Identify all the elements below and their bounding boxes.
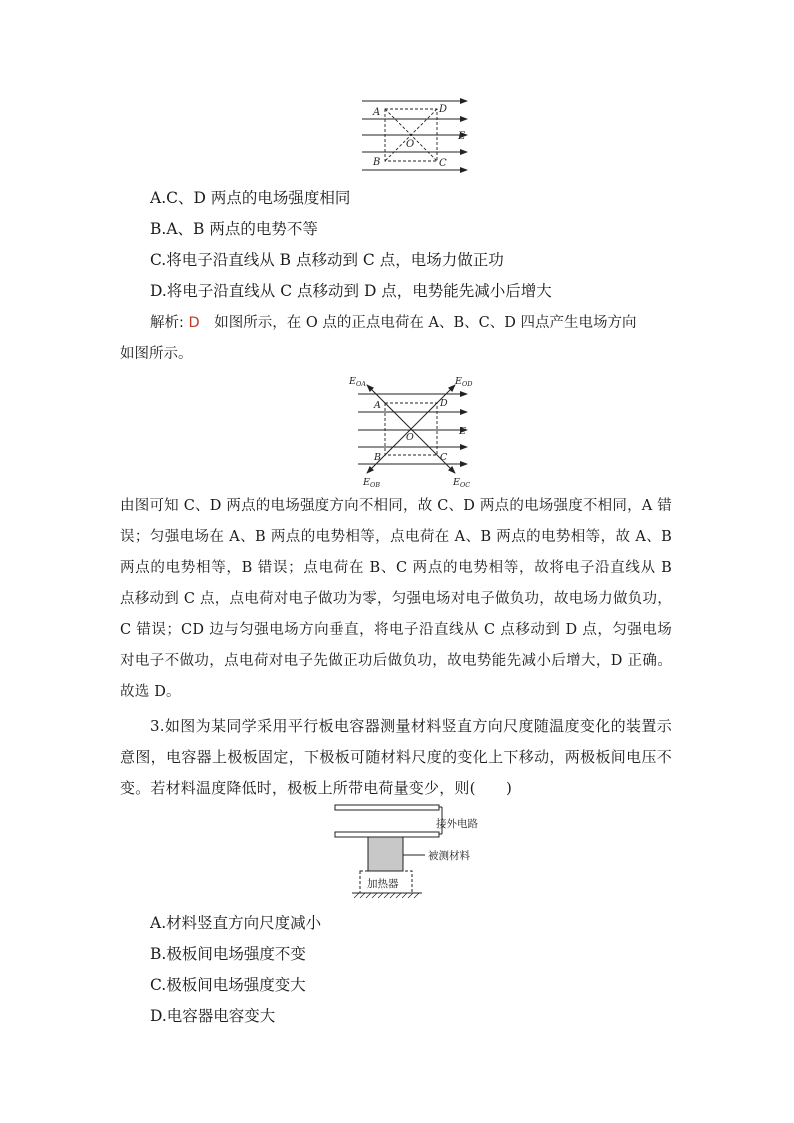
analysis-intro-text: 如图所示，在 O 点的正点电荷在 A、B、C、D 四点产生电场方向 bbox=[214, 315, 637, 331]
label-D2: D bbox=[440, 398, 448, 409]
analysis-label: 解析: bbox=[150, 315, 184, 331]
figure-field-vectors bbox=[345, 372, 475, 490]
label-A2: A bbox=[374, 400, 381, 411]
q3-option-c: C.极板间电场强度变大 bbox=[150, 976, 306, 994]
label-EOD: $E_{OD}$ bbox=[455, 376, 473, 388]
figure-field-square bbox=[355, 95, 475, 177]
label-external-circuit: 接外电路 bbox=[436, 818, 478, 830]
label-D: D bbox=[439, 104, 448, 115]
label-O: O bbox=[406, 139, 415, 150]
label-C2: C bbox=[440, 452, 448, 463]
label-EOC: $E_{OC}$ bbox=[453, 477, 471, 489]
q3-option-b: B.极板间电场强度不变 bbox=[150, 945, 306, 963]
option-a: A.C、D 两点的电场强度相同 bbox=[150, 189, 351, 207]
figure-capacitor-apparatus bbox=[330, 800, 490, 902]
label-E: E bbox=[458, 131, 466, 142]
label-EOB: $E_{OB}$ bbox=[363, 477, 381, 489]
label-C: C bbox=[439, 158, 447, 169]
label-measured-material: 被测材料 bbox=[428, 850, 470, 862]
label-E2: E bbox=[459, 426, 466, 437]
option-d: D.将电子沿直线从 C 点移动到 D 点，电势能先减小后增大 bbox=[150, 282, 552, 300]
label-B: B bbox=[373, 157, 381, 168]
analysis-body: 由图可知 C、D 两点的电场强度方向不相同，故 C、D 两点的电场强度不相同，A 错误；匀强电场在 A、B 两点的电势相等，点电荷在 A、B 两点的电势相等，故 A、B 两点的电势相等，B 错误；点电荷在 B、C 两点的电势相等，故将电子沿直线从 B 点移动到 C 点，点电荷对电子做功为零，匀强电场对电子做负功，故电场力做负功，C 错误；CD 边与匀强电场方向垂直，将电子沿直线从 C 点移动到 D 点，匀强电场对电子不做功，点电荷对电子先做正功后做负功，故电势能先减小后增大，D 正确。故选 D。 bbox=[120, 498, 672, 700]
label-B2: B bbox=[374, 452, 381, 463]
q3-option-d: D.电容器电容变大 bbox=[150, 1007, 276, 1025]
analysis-intro bbox=[150, 313, 636, 333]
label-A: A bbox=[373, 107, 381, 118]
label-heater: 加热器 bbox=[367, 878, 399, 890]
label-O2: O bbox=[406, 432, 414, 443]
option-c: C.将电子沿直线从 B 点移动到 C 点，电场力做正功 bbox=[150, 251, 504, 269]
q3-stem: 3.如图为某同学采用平行板电容器测量材料竖直方向尺度随温度变化的装置示意图，电容器上极板固定，下极板可随材料尺度的变化上下移动，两极板间电压不变。若材料温度降低时，极板上所带电荷量变少，则( ) bbox=[120, 717, 672, 797]
option-b: B.A、B 两点的电势不等 bbox=[150, 220, 318, 238]
q3-option-a: A.材料竖直方向尺度减小 bbox=[150, 914, 322, 932]
label-EOA: $E_{OA}$ bbox=[349, 376, 366, 388]
analysis-intro-cont: 如图所示。 bbox=[120, 346, 193, 362]
analysis-answer: D bbox=[188, 315, 200, 331]
